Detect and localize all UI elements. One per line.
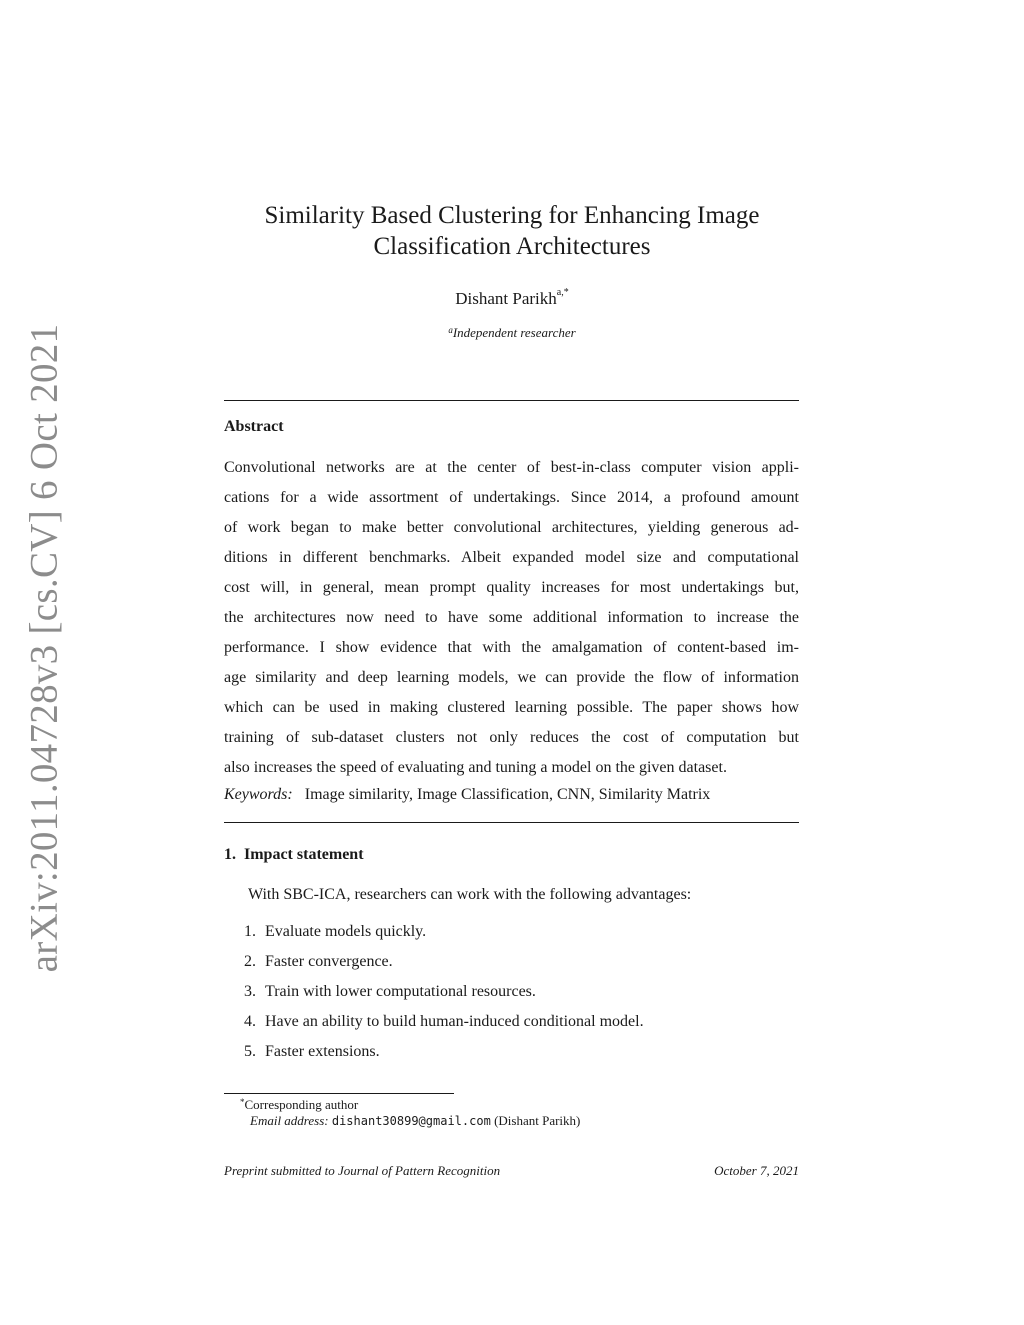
section-intro: With SBC-ICA, researchers can work with the following advantages: — [248, 886, 692, 903]
list-item-number: 3. — [244, 983, 256, 1000]
email-owner: (Dishant Parikh) — [494, 1113, 581, 1128]
abstract-line: training of sub-dataset clusters not only reduces the cost of computation but — [224, 729, 799, 746]
list-item-number: 2. — [244, 953, 256, 970]
abstract-line: also increases the speed of evaluating and tuning a model on the given dataset. — [224, 759, 727, 776]
list-item-number: 5. — [244, 1043, 256, 1060]
abstract-line: which can be used in making clustered learning possible. The paper shows how — [224, 699, 799, 716]
abstract-line: performance. I show evidence that with the amalgamation of content-based im- — [224, 639, 799, 656]
list-item-text: Faster convergence. — [265, 953, 393, 970]
footnote-rule — [224, 1093, 454, 1094]
abstract-line: of work began to make better convolutional architectures, yielding generous ad- — [224, 519, 799, 536]
footer-journal: Preprint submitted to Journal of Pattern Recognition — [224, 1163, 501, 1178]
abstract-line: ditions in different benchmarks. Albeit expanded model size and computational — [224, 549, 799, 566]
abstract-line: cost will, in general, mean prompt quality increases for most undertakings but, — [224, 579, 799, 596]
list-item-text: Evaluate models quickly. — [265, 923, 427, 940]
list-item-text: Train with lower computational resources. — [265, 983, 536, 1000]
list-item-number: 1. — [244, 923, 256, 940]
footnote-corresponding-text: Corresponding author — [244, 1097, 359, 1112]
section-heading — [224, 846, 364, 864]
paper-title-line-2: Classification Architectures — [373, 233, 651, 260]
keywords-text: Image similarity, Image Classification, CNN, Similarity Matrix — [304, 786, 711, 803]
abstract-top-rule — [224, 400, 799, 401]
email-label: Email address: — [250, 1113, 329, 1128]
footnote-mark: * — [240, 1097, 245, 1107]
footnote-corresponding — [240, 1097, 358, 1113]
abstract-line: the architectures now need to have some additional information to increase the — [224, 609, 799, 626]
list-item — [244, 952, 644, 982]
list-item — [244, 1012, 644, 1042]
keywords-label: Keywords: — [224, 786, 293, 803]
paper-title — [180, 200, 844, 262]
email-link[interactable]: dishant30899@gmail.com — [331, 1114, 491, 1128]
abstract-bottom-rule — [224, 822, 799, 823]
affiliation-text: Independent researcher — [452, 325, 576, 340]
author-name: Dishant Parikh — [455, 289, 557, 308]
author-line — [180, 289, 844, 309]
list-item — [244, 1042, 644, 1072]
list-item — [244, 922, 644, 952]
arxiv-identifier-stamp: arXiv:2011.04728v3 [cs.CV] 6 Oct 2021 — [22, 323, 66, 973]
section-number: 1. — [224, 846, 236, 863]
abstract-body — [224, 453, 799, 783]
footer-date: October 7, 2021 — [714, 1163, 799, 1178]
abstract-line: age similarity and deep learning models, we can provide the flow of information — [224, 669, 799, 686]
keywords-line — [224, 786, 799, 804]
list-item — [244, 982, 644, 1012]
affiliation-mark: a — [448, 325, 453, 335]
list-item-number: 4. — [244, 1013, 256, 1030]
abstract-line: cations for a wide assortment of undertakings. Since 2014, a profound amount — [224, 489, 799, 506]
abstract-heading: Abstract — [224, 418, 284, 435]
affiliation-line — [180, 325, 844, 341]
advantages-list — [244, 922, 644, 1072]
abstract-line: Convolutional networks are at the center of best-in-class computer vision appli- — [224, 459, 799, 476]
section-title: Impact statement — [244, 846, 364, 863]
paper-title-line-1: Similarity Based Clustering for Enhancing Image — [264, 202, 760, 229]
footnote-email — [240, 1113, 580, 1129]
list-item-text: Have an ability to build human-induced conditional model. — [265, 1013, 644, 1030]
list-item-text: Faster extensions. — [265, 1043, 380, 1060]
author-marks: a,* — [556, 287, 569, 298]
